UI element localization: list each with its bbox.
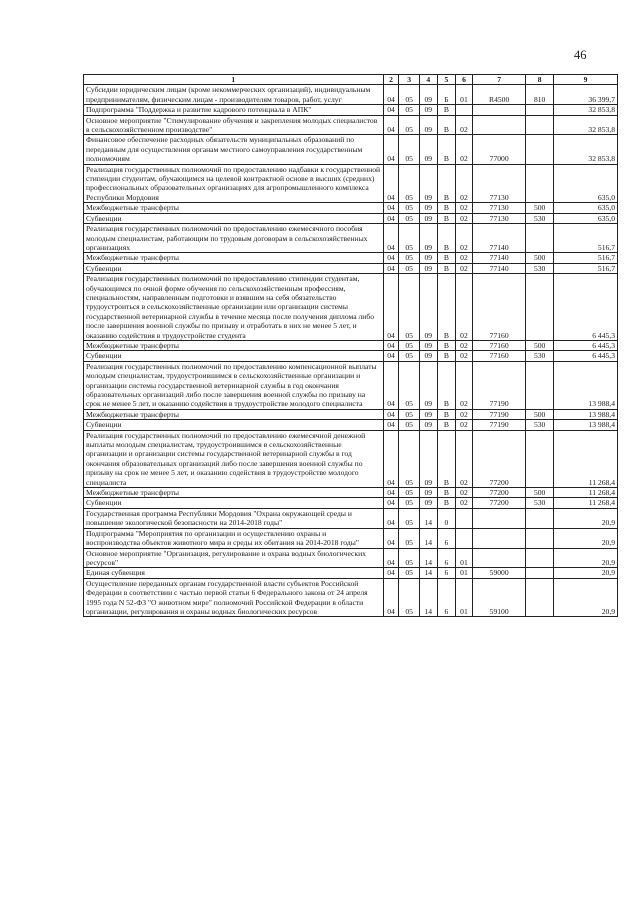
program-code-cell: 09 [419, 430, 437, 487]
subsection-code-cell: 05 [399, 203, 419, 213]
measure-code-cell: 02 [455, 135, 472, 164]
subprogram-code-cell: В [437, 203, 455, 213]
measure-code-cell [455, 105, 472, 115]
expense-type-cell: 500 [526, 253, 554, 263]
subprogram-code-cell: 6 [437, 568, 455, 578]
amount-cell: 635,0 [553, 203, 617, 213]
row-name-cell: Финансовое обеспечение расходных обязательств муниципальных образований по переданным для осуществления органам местного самоуправления государственным полномочиям [84, 135, 384, 164]
subprogram-code-cell: 6 [437, 528, 455, 548]
subprogram-code-cell: 0 [437, 508, 455, 528]
section-code-cell: 04 [383, 498, 399, 508]
measure-code-cell: 02 [455, 213, 472, 223]
measure-code-cell: 02 [455, 488, 472, 498]
section-code-cell: 04 [383, 253, 399, 263]
expense-type-cell: 810 [526, 85, 554, 105]
subsection-code-cell: 05 [399, 274, 419, 341]
program-code-cell: 09 [419, 203, 437, 213]
expense-direction-cell: 77140 [473, 263, 526, 273]
expense-type-cell [526, 164, 554, 203]
expense-direction-cell: 77130 [473, 203, 526, 213]
expense-type-cell [526, 274, 554, 341]
expense-type-cell [526, 224, 554, 253]
row-name-cell: Субвенции [84, 351, 384, 361]
header-cell: 4 [419, 75, 437, 85]
section-code-cell: 04 [383, 274, 399, 341]
header-cell: 5 [437, 75, 455, 85]
measure-code-cell: 01 [455, 85, 472, 105]
expense-direction-cell: 59000 [473, 568, 526, 578]
subprogram-code-cell: В [437, 105, 455, 115]
header-cell: 8 [526, 75, 554, 85]
amount-cell: 11 268,4 [553, 498, 617, 508]
measure-code-cell: 02 [455, 420, 472, 430]
expense-type-cell: 530 [526, 263, 554, 273]
row-name-cell: Субсидии юридическим лицам (кроме некоммерческих организаций), индивидуальным предпринимателям, физическим лицам - производителям товаров, работ, услуг [84, 85, 384, 105]
program-code-cell: 09 [419, 253, 437, 263]
program-code-cell: 09 [419, 115, 437, 135]
expense-direction-cell: 77140 [473, 253, 526, 263]
section-code-cell: 04 [383, 105, 399, 115]
expense-direction-cell: 77160 [473, 340, 526, 350]
expense-direction-cell: 77160 [473, 274, 526, 341]
program-code-cell: 14 [419, 508, 437, 528]
measure-code-cell: 02 [455, 263, 472, 273]
measure-code-cell: 02 [455, 498, 472, 508]
section-code-cell: 04 [383, 361, 399, 409]
amount-cell: 6 445,3 [553, 340, 617, 350]
subsection-code-cell: 05 [399, 85, 419, 105]
expense-direction-cell: 59100 [473, 578, 526, 617]
expense-type-cell [526, 105, 554, 115]
program-code-cell: 09 [419, 340, 437, 350]
subprogram-code-cell: В [437, 498, 455, 508]
amount-cell: 13 988,4 [553, 409, 617, 419]
expense-type-cell [526, 508, 554, 528]
table-row [84, 420, 618, 430]
row-name-cell: Субвенции [84, 420, 384, 430]
expense-direction-cell [473, 115, 526, 135]
subsection-code-cell: 05 [399, 498, 419, 508]
table-row [84, 253, 618, 263]
program-code-cell: 14 [419, 568, 437, 578]
program-code-cell: 09 [419, 213, 437, 223]
table-row [84, 409, 618, 419]
subsection-code-cell: 05 [399, 253, 419, 263]
amount-cell: 6 445,3 [553, 274, 617, 341]
expense-type-cell [526, 115, 554, 135]
expense-direction-cell: 77000 [473, 135, 526, 164]
subprogram-code-cell: В [437, 274, 455, 341]
program-code-cell: 09 [419, 274, 437, 341]
measure-code-cell [455, 528, 472, 548]
header-cell: 9 [553, 75, 617, 85]
row-name-cell: Осуществление переданных органам государственной власти субъектов Российской Федерации в соответствии с частью первой статьи 6 Федерального закона от 24 апреля 1995 года N 52-ФЗ "О животном мире" полномочий Российской Федерации в области организации, регулирования и охраны водных биологических ресурсов [84, 578, 384, 617]
amount-cell: 516,7 [553, 263, 617, 273]
expense-direction-cell [473, 105, 526, 115]
row-name-cell: Реализация государственных полномочий по предоставлению ежемесячной денежной выплаты молодым специалистам, трудоустроившимся в сельскохозяйственные организации и организации системы государственной ветеринарной службы в год окончания образовательных организаций либо после завершения военной службы по призыву на срок не менее 5 лет, и оказанию содействия в трудоустройстве молодого специалиста [84, 430, 384, 487]
program-code-cell: 09 [419, 498, 437, 508]
subprogram-code-cell: В [437, 115, 455, 135]
subprogram-code-cell: Б [437, 85, 455, 105]
subprogram-code-cell: В [437, 253, 455, 263]
subsection-code-cell: 05 [399, 351, 419, 361]
amount-cell: 20,9 [553, 548, 617, 568]
amount-cell: 635,0 [553, 213, 617, 223]
table-row [84, 508, 618, 528]
subsection-code-cell: 05 [399, 115, 419, 135]
measure-code-cell: 01 [455, 548, 472, 568]
row-name-cell: Межбюджетные трансферты [84, 409, 384, 419]
expense-direction-cell [473, 548, 526, 568]
table-row [84, 135, 618, 164]
program-code-cell: 09 [419, 351, 437, 361]
row-name-cell: Реализация государственных полномочий по предоставлению стипендии студентам, обучающимся по очной форме обучения по сельскохозяйственным профессиям, специальностям, направленным подготовки и взявшим на себя обязательство трудоустроиться в сельскохозяйственные организации или организации системы государственной ветеринарной службы в течение месяца после получения диплома либо после завершения военной службы по призыву и отработать в них не менее 5 лет, и оказанию содействия в трудоустройстве студента [84, 274, 384, 341]
section-code-cell: 04 [383, 568, 399, 578]
expense-direction-cell: 77130 [473, 164, 526, 203]
measure-code-cell: 01 [455, 578, 472, 617]
table-row [84, 528, 618, 548]
table-row [84, 361, 618, 409]
amount-cell: 11 268,4 [553, 488, 617, 498]
section-code-cell: 04 [383, 85, 399, 105]
subprogram-code-cell: В [437, 135, 455, 164]
table-row [84, 351, 618, 361]
measure-code-cell: 02 [455, 361, 472, 409]
measure-code-cell: 02 [455, 340, 472, 350]
subsection-code-cell: 05 [399, 164, 419, 203]
subprogram-code-cell: 6 [437, 578, 455, 617]
expense-type-cell: 500 [526, 409, 554, 419]
program-code-cell: 09 [419, 224, 437, 253]
section-code-cell: 04 [383, 420, 399, 430]
table-row [84, 213, 618, 223]
expense-type-cell: 500 [526, 203, 554, 213]
amount-cell: 20,9 [553, 578, 617, 617]
row-name-cell: Реализация государственных полномочий по предоставлению ежемесячного пособия молодым специалистам, работающим по трудовым договорам в сельскохозяйственных организациях [84, 224, 384, 253]
table-row [84, 274, 618, 341]
expense-type-cell [526, 568, 554, 578]
expense-type-cell: 530 [526, 213, 554, 223]
subsection-code-cell: 05 [399, 105, 419, 115]
table-row [84, 340, 618, 350]
expense-direction-cell: 77200 [473, 498, 526, 508]
amount-cell: 20,9 [553, 508, 617, 528]
table-row [84, 430, 618, 487]
row-name-cell: Субвенции [84, 263, 384, 273]
page-number: 46 [574, 48, 587, 62]
subsection-code-cell: 05 [399, 508, 419, 528]
table-row [84, 263, 618, 273]
subprogram-code-cell: В [437, 361, 455, 409]
expense-direction-cell: 77160 [473, 351, 526, 361]
expense-type-cell: 530 [526, 498, 554, 508]
table-row [84, 578, 618, 617]
measure-code-cell: 02 [455, 351, 472, 361]
subsection-code-cell: 05 [399, 488, 419, 498]
amount-cell: 20,9 [553, 568, 617, 578]
expense-direction-cell: 77190 [473, 361, 526, 409]
table-row [84, 85, 618, 105]
section-code-cell: 04 [383, 135, 399, 164]
subprogram-code-cell: В [437, 351, 455, 361]
header-cell: 2 [383, 75, 399, 85]
expense-type-cell: 530 [526, 420, 554, 430]
subsection-code-cell: 05 [399, 578, 419, 617]
section-code-cell: 04 [383, 430, 399, 487]
row-name-cell: Основное мероприятие "Организация, регулирование и охрана водных биологических ресурсов" [84, 548, 384, 568]
program-code-cell: 09 [419, 361, 437, 409]
header-cell: 6 [455, 75, 472, 85]
section-code-cell: 04 [383, 578, 399, 617]
section-code-cell: 04 [383, 508, 399, 528]
header-row [84, 75, 618, 85]
expense-type-cell [526, 528, 554, 548]
expense-direction-cell [473, 528, 526, 548]
table-row [84, 498, 618, 508]
measure-code-cell: 02 [455, 203, 472, 213]
table-row [84, 203, 618, 213]
subprogram-code-cell: В [437, 488, 455, 498]
table-row [84, 105, 618, 115]
section-code-cell: 04 [383, 213, 399, 223]
subprogram-code-cell: В [437, 213, 455, 223]
measure-code-cell: 02 [455, 224, 472, 253]
amount-cell: 13 988,4 [553, 361, 617, 409]
program-code-cell: 09 [419, 409, 437, 419]
section-code-cell: 04 [383, 351, 399, 361]
expense-type-cell: 530 [526, 351, 554, 361]
subprogram-code-cell: В [437, 420, 455, 430]
amount-cell: 13 988,4 [553, 420, 617, 430]
row-name-cell: Основное мероприятие "Стимулирование обучения и закрепления молодых специалистов в сельскохозяйственном производстве" [84, 115, 384, 135]
amount-cell: 32 853,8 [553, 135, 617, 164]
table-row [84, 115, 618, 135]
subprogram-code-cell: В [437, 430, 455, 487]
subsection-code-cell: 05 [399, 568, 419, 578]
expense-direction-cell: 77200 [473, 430, 526, 487]
program-code-cell: 14 [419, 548, 437, 568]
expense-direction-cell: 77190 [473, 409, 526, 419]
row-name-cell: Государственная программа Республики Мордовия "Охрана окружающей среды и повышение экологической безопасности на 2014-2018 годы" [84, 508, 384, 528]
row-name-cell: Подпрограмма "Мероприятия по организации и осуществлению охраны и воспроизводства объектов животного мира и среды их обитания на 2014-2018 годы" [84, 528, 384, 548]
amount-cell: 635,0 [553, 164, 617, 203]
expense-type-cell [526, 548, 554, 568]
subprogram-code-cell: В [437, 263, 455, 273]
row-name-cell: Субвенции [84, 498, 384, 508]
subsection-code-cell: 05 [399, 361, 419, 409]
row-name-cell: Межбюджетные трансферты [84, 488, 384, 498]
expense-direction-cell: 77130 [473, 213, 526, 223]
program-code-cell: 09 [419, 135, 437, 164]
table-row [84, 488, 618, 498]
budget-table [83, 74, 618, 617]
expense-direction-cell: 77200 [473, 488, 526, 498]
section-code-cell: 04 [383, 488, 399, 498]
expense-type-cell [526, 430, 554, 487]
subprogram-code-cell: В [437, 409, 455, 419]
expense-type-cell [526, 578, 554, 617]
expense-type-cell: 500 [526, 340, 554, 350]
amount-cell: 516,7 [553, 253, 617, 263]
row-name-cell: Единая субвенция [84, 568, 384, 578]
section-code-cell: 04 [383, 164, 399, 203]
section-code-cell: 04 [383, 528, 399, 548]
measure-code-cell: 02 [455, 430, 472, 487]
measure-code-cell: 02 [455, 164, 472, 203]
row-name-cell: Межбюджетные трансферты [84, 340, 384, 350]
table-row [84, 548, 618, 568]
section-code-cell: 04 [383, 224, 399, 253]
header-cell: 1 [84, 75, 384, 85]
section-code-cell: 04 [383, 548, 399, 568]
measure-code-cell: 02 [455, 253, 472, 263]
row-name-cell: Реализация государственных полномочий по предоставлению надбавки к государственной стипендии студентам, обучающимся на целевой контрактной основе в высших (средних) профессиональных образовательных организациях для агропромышленного комплекса Республики Мордовия [84, 164, 384, 203]
subsection-code-cell: 05 [399, 420, 419, 430]
program-code-cell: 09 [419, 105, 437, 115]
amount-cell: 516,7 [553, 224, 617, 253]
subsection-code-cell: 05 [399, 135, 419, 164]
amount-cell: 6 445,3 [553, 351, 617, 361]
row-name-cell: Субвенции [84, 213, 384, 223]
program-code-cell: 09 [419, 488, 437, 498]
program-code-cell: 14 [419, 578, 437, 617]
subsection-code-cell: 05 [399, 548, 419, 568]
measure-code-cell: 02 [455, 115, 472, 135]
header-cell: 3 [399, 75, 419, 85]
subsection-code-cell: 05 [399, 213, 419, 223]
table-row [84, 224, 618, 253]
amount-cell: 20,9 [553, 528, 617, 548]
section-code-cell: 04 [383, 409, 399, 419]
table-row [84, 568, 618, 578]
expense-direction-cell: R4500 [473, 85, 526, 105]
amount-cell: 11 268,4 [553, 430, 617, 487]
measure-code-cell: 02 [455, 274, 472, 341]
row-name-cell: Реализация государственных полномочий по предоставлению компенсационной выплаты молодым специалистам, трудоустроившимся в сельскохозяйственные организации и организации системы государственной ветеринарной службы в год окончания образовательных организаций либо после завершения военной службы по призыву на срок не менее 5 лет, и оказанию содействия в трудоустройстве молодого специалиста [84, 361, 384, 409]
expense-type-cell [526, 135, 554, 164]
subsection-code-cell: 05 [399, 430, 419, 487]
section-code-cell: 04 [383, 203, 399, 213]
subprogram-code-cell: В [437, 340, 455, 350]
subprogram-code-cell: 6 [437, 548, 455, 568]
expense-direction-cell: 77190 [473, 420, 526, 430]
section-code-cell: 04 [383, 115, 399, 135]
row-name-cell: Межбюджетные трансферты [84, 253, 384, 263]
program-code-cell: 09 [419, 420, 437, 430]
subprogram-code-cell: В [437, 164, 455, 203]
section-code-cell: 04 [383, 263, 399, 273]
subsection-code-cell: 05 [399, 263, 419, 273]
program-code-cell: 09 [419, 85, 437, 105]
subprogram-code-cell: В [437, 224, 455, 253]
section-code-cell: 04 [383, 340, 399, 350]
expense-direction-cell [473, 508, 526, 528]
measure-code-cell: 02 [455, 409, 472, 419]
expense-direction-cell: 77140 [473, 224, 526, 253]
measure-code-cell [455, 508, 472, 528]
subsection-code-cell: 05 [399, 340, 419, 350]
header-cell: 7 [473, 75, 526, 85]
program-code-cell: 09 [419, 263, 437, 273]
amount-cell: 32 853,8 [553, 105, 617, 115]
row-name-cell: Подпрограмма "Поддержка и развитие кадрового потенциала в АПК" [84, 105, 384, 115]
amount-cell: 32 853,8 [553, 115, 617, 135]
subsection-code-cell: 05 [399, 224, 419, 253]
measure-code-cell: 01 [455, 568, 472, 578]
subsection-code-cell: 05 [399, 409, 419, 419]
program-code-cell: 14 [419, 528, 437, 548]
program-code-cell: 09 [419, 164, 437, 203]
amount-cell: 36 399,7 [553, 85, 617, 105]
expense-type-cell: 500 [526, 488, 554, 498]
subsection-code-cell: 05 [399, 528, 419, 548]
table-row [84, 164, 618, 203]
expense-type-cell [526, 361, 554, 409]
row-name-cell: Межбюджетные трансферты [84, 203, 384, 213]
